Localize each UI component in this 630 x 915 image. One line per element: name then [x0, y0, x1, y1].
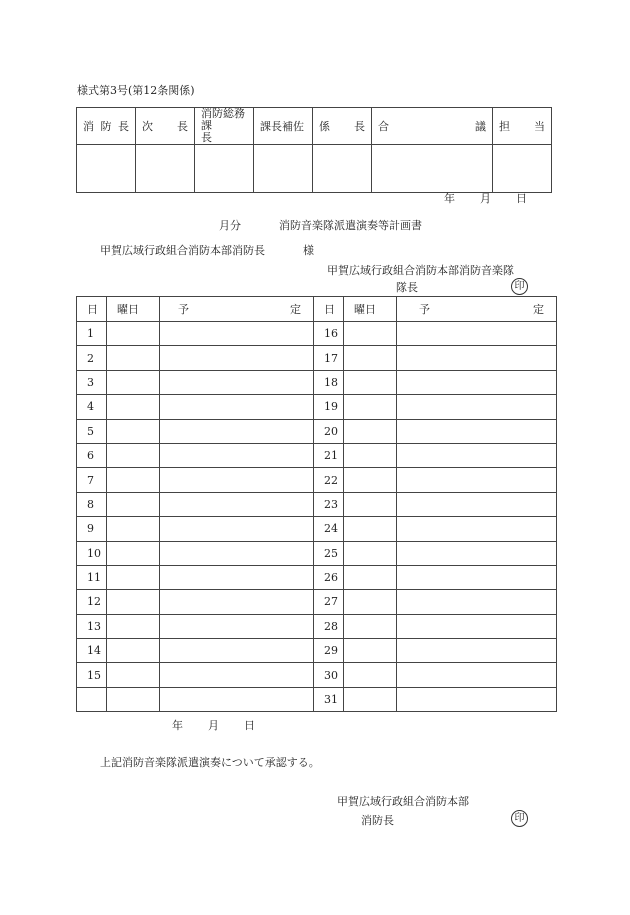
weekday-cell[interactable]: [344, 639, 397, 663]
day-cell: 30: [314, 663, 344, 687]
table-row: [77, 565, 557, 589]
plan-cell[interactable]: [397, 395, 557, 419]
title-month: 月分: [219, 219, 241, 232]
plan-cell[interactable]: [160, 370, 314, 394]
weekday-cell[interactable]: [107, 565, 160, 589]
plan-cell[interactable]: [160, 517, 314, 541]
approval-stamp-box[interactable]: [136, 145, 195, 193]
day-cell: 18: [314, 370, 344, 394]
weekday-cell[interactable]: [107, 468, 160, 492]
column-header-day: 日: [77, 297, 107, 322]
weekday-cell[interactable]: [107, 419, 160, 443]
day-cell: 21: [314, 443, 344, 467]
approval-header-person-in-charge: 担 当: [493, 108, 552, 145]
table-row: [77, 468, 557, 492]
weekday-cell[interactable]: [344, 541, 397, 565]
day-cell: 1: [77, 322, 107, 346]
approval-stamp-box[interactable]: [254, 145, 313, 193]
approval-header-deputy-chief: 次 長: [136, 108, 195, 145]
day-cell: 20: [314, 419, 344, 443]
plan-cell[interactable]: [160, 322, 314, 346]
day-cell: 7: [77, 468, 107, 492]
weekday-cell[interactable]: [344, 443, 397, 467]
plan-cell[interactable]: [397, 468, 557, 492]
sender-organization: 甲賀広域行政組合消防本部消防音楽隊: [327, 264, 514, 277]
weekday-cell[interactable]: [344, 614, 397, 638]
approval-header-section-chief: 係 長: [313, 108, 372, 145]
weekday-cell[interactable]: [344, 590, 397, 614]
table-row: [77, 639, 557, 663]
weekday-cell[interactable]: [344, 322, 397, 346]
table-row: [77, 687, 557, 711]
weekday-cell[interactable]: [344, 492, 397, 516]
day-cell: 27: [314, 590, 344, 614]
day-cell: 19: [314, 395, 344, 419]
weekday-cell[interactable]: [107, 663, 160, 687]
day-cell: 10: [77, 541, 107, 565]
sender-role: 隊長: [396, 281, 418, 294]
addressee-honorific: 様: [303, 244, 314, 257]
day-cell: 8: [77, 492, 107, 516]
day-cell: [77, 687, 107, 711]
day-cell: 22: [314, 468, 344, 492]
column-header-weekday: 曜日: [107, 297, 160, 322]
day-cell: 12: [77, 590, 107, 614]
plan-cell[interactable]: [397, 443, 557, 467]
plan-cell[interactable]: [160, 541, 314, 565]
date-year-label: 年: [172, 719, 183, 732]
table-row: [77, 614, 557, 638]
table-row: [77, 443, 557, 467]
date-day-label: 日: [244, 719, 255, 732]
column-header-plan: 予 定: [160, 297, 314, 322]
table-row: [77, 541, 557, 565]
weekday-cell[interactable]: [344, 419, 397, 443]
plan-cell[interactable]: [397, 687, 557, 711]
plan-cell[interactable]: [397, 541, 557, 565]
weekday-cell[interactable]: [344, 517, 397, 541]
approval-header-fire-chief: 消 防 長: [77, 108, 136, 145]
day-cell: 23: [314, 492, 344, 516]
day-cell: 15: [77, 663, 107, 687]
weekday-cell[interactable]: [107, 517, 160, 541]
approval-header-assistant-chief: 課長補佐: [254, 108, 313, 145]
weekday-cell[interactable]: [344, 663, 397, 687]
plan-cell[interactable]: [397, 565, 557, 589]
approval-stamp-box[interactable]: [313, 145, 372, 193]
weekday-cell[interactable]: [107, 639, 160, 663]
plan-cell[interactable]: [160, 419, 314, 443]
approval-stamp-table: [76, 107, 552, 193]
day-cell: 3: [77, 370, 107, 394]
date-month-label: 月: [208, 719, 219, 732]
weekday-cell[interactable]: [107, 322, 160, 346]
seal-mark: 印: [511, 278, 528, 295]
day-cell: 25: [314, 541, 344, 565]
plan-cell[interactable]: [397, 419, 557, 443]
plan-cell[interactable]: [160, 639, 314, 663]
plan-cell[interactable]: [397, 590, 557, 614]
signer-organization: 甲賀広域行政組合消防本部: [337, 795, 469, 808]
table-row: [77, 370, 557, 394]
plan-cell[interactable]: [397, 517, 557, 541]
schedule-table: [76, 296, 557, 712]
weekday-cell[interactable]: [344, 565, 397, 589]
day-cell: 26: [314, 565, 344, 589]
weekday-cell[interactable]: [344, 370, 397, 394]
plan-cell[interactable]: [397, 322, 557, 346]
table-row: [77, 492, 557, 516]
addressee-name: 甲賀広域行政組合消防本部消防長: [100, 244, 265, 257]
day-cell: 6: [77, 443, 107, 467]
table-row: [77, 395, 557, 419]
column-header-day: 日: [314, 297, 344, 322]
day-cell: 5: [77, 419, 107, 443]
plan-cell[interactable]: [160, 565, 314, 589]
table-row: [77, 322, 557, 346]
plan-cell[interactable]: [160, 443, 314, 467]
plan-cell[interactable]: [397, 370, 557, 394]
weekday-cell[interactable]: [344, 468, 397, 492]
plan-cell[interactable]: [160, 395, 314, 419]
plan-cell[interactable]: [160, 590, 314, 614]
plan-cell[interactable]: [160, 614, 314, 638]
weekday-cell[interactable]: [344, 346, 397, 370]
plan-cell[interactable]: [160, 663, 314, 687]
form-label: 様式第3号(第12条関係): [77, 84, 195, 97]
weekday-cell[interactable]: [344, 395, 397, 419]
weekday-cell[interactable]: [107, 541, 160, 565]
plan-cell[interactable]: [160, 492, 314, 516]
page-title: 消防音楽隊派遣演奏等計画書: [279, 219, 422, 232]
weekday-cell[interactable]: [107, 492, 160, 516]
column-header-weekday: 曜日: [344, 297, 397, 322]
plan-cell[interactable]: [397, 663, 557, 687]
day-cell: 4: [77, 395, 107, 419]
day-cell: 14: [77, 639, 107, 663]
plan-cell[interactable]: [397, 492, 557, 516]
table-row: [77, 517, 557, 541]
date-month-label: 月: [480, 192, 491, 205]
plan-cell[interactable]: [160, 468, 314, 492]
table-row: [77, 346, 557, 370]
day-cell: 28: [314, 614, 344, 638]
weekday-cell[interactable]: [107, 590, 160, 614]
day-cell: 17: [314, 346, 344, 370]
signer-role: 消防長: [361, 814, 394, 827]
table-row: [77, 590, 557, 614]
day-cell: 24: [314, 517, 344, 541]
approval-stamp-box[interactable]: [372, 145, 493, 193]
weekday-cell[interactable]: [107, 370, 160, 394]
day-cell: 16: [314, 322, 344, 346]
seal-mark: 印: [511, 810, 528, 827]
day-cell: 9: [77, 517, 107, 541]
date-year-label: 年: [444, 192, 455, 205]
approval-stamp-box[interactable]: [77, 145, 136, 193]
plan-cell[interactable]: [160, 346, 314, 370]
table-row: [77, 663, 557, 687]
weekday-cell[interactable]: [107, 395, 160, 419]
column-header-plan: 予 定: [397, 297, 557, 322]
weekday-cell[interactable]: [107, 443, 160, 467]
approval-stamp-box[interactable]: [493, 145, 552, 193]
approval-header-consultation: 合 議: [372, 108, 493, 145]
plan-cell[interactable]: [160, 687, 314, 711]
approval-statement: 上記消防音楽隊派遣演奏について承認する。: [100, 756, 320, 769]
weekday-cell[interactable]: [344, 687, 397, 711]
approval-header-general-affairs-chief: 消防総務 課 長: [195, 108, 254, 145]
date-day-label: 日: [516, 192, 527, 205]
weekday-cell[interactable]: [107, 346, 160, 370]
plan-cell[interactable]: [397, 639, 557, 663]
day-cell: 13: [77, 614, 107, 638]
weekday-cell[interactable]: [107, 687, 160, 711]
day-cell: 2: [77, 346, 107, 370]
day-cell: 11: [77, 565, 107, 589]
plan-cell[interactable]: [397, 614, 557, 638]
weekday-cell[interactable]: [107, 614, 160, 638]
plan-cell[interactable]: [397, 346, 557, 370]
approval-stamp-box[interactable]: [195, 145, 254, 193]
table-row: [77, 419, 557, 443]
day-cell: 29: [314, 639, 344, 663]
day-cell: 31: [314, 687, 344, 711]
